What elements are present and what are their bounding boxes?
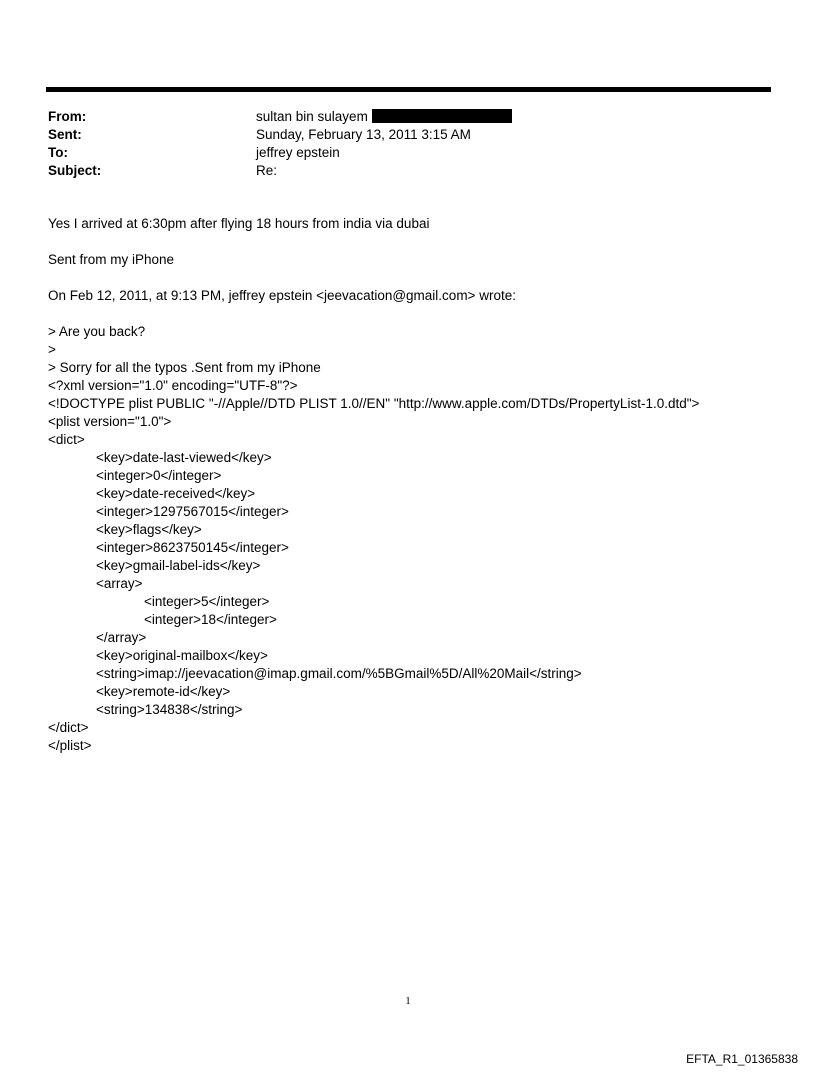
xml-line: <string>imap://jeevacation@imap.gmail.com/%5BGmail%5D/All%20Mail</string> — [96, 666, 582, 681]
subject-value: Re: — [256, 163, 278, 178]
signature-text: Sent from my iPhone — [48, 252, 175, 267]
xml-line: <integer>5</integer> — [144, 594, 270, 609]
xml-line: <integer>18</integer> — [144, 612, 277, 627]
to-row — [48, 144, 512, 162]
subject-label: Subject: — [48, 163, 102, 178]
xml-line: <integer>0</integer> — [96, 468, 222, 483]
header-rule — [46, 87, 771, 92]
to-label: To: — [48, 145, 68, 160]
xml-line: <key>date-received</key> — [96, 486, 256, 501]
from-row — [48, 108, 512, 126]
email-body — [48, 215, 768, 755]
xml-line: <?xml version="1.0" encoding="UTF-8"?> — [48, 378, 298, 393]
xml-line: <!DOCTYPE plist PUBLIC "-//Apple//DTD PLIST 1.0//EN" "http://www.apple.com/DTDs/PropertyList-1.0.dtd"> — [48, 396, 700, 411]
email-header — [48, 108, 512, 180]
sent-value: Sunday, February 13, 2011 3:15 AM — [256, 127, 471, 142]
page-number: 1 — [405, 995, 411, 1007]
from-value — [256, 108, 512, 126]
quote-intro: On Feb 12, 2011, at 9:13 PM, jeffrey epstein <jeevacation@gmail.com> wrote: — [48, 288, 516, 303]
xml-line: <key>date-last-viewed</key> — [96, 450, 272, 465]
xml-line: <dict> — [48, 432, 85, 447]
xml-line: <array> — [96, 576, 143, 591]
quoted-line: > Are you back? — [48, 324, 146, 339]
xml-line: <key>remote-id</key> — [96, 684, 231, 699]
xml-line: <integer>8623750145</integer> — [96, 540, 289, 555]
subject-row — [48, 162, 512, 180]
sent-row — [48, 126, 512, 144]
quoted-line: > Sorry for all the typos .Sent from my iPhone — [48, 360, 321, 375]
xml-line: <key>flags</key> — [96, 522, 202, 537]
xml-line: <key>gmail-label-ids</key> — [96, 558, 261, 573]
from-label: From: — [48, 109, 87, 124]
quoted-line: > — [48, 342, 56, 357]
xml-line: <key>original-mailbox</key> — [96, 648, 268, 663]
xml-line: <integer>1297567015</integer> — [96, 504, 289, 519]
document-id: EFTA_R1_01365838 — [686, 1052, 798, 1066]
sent-label: Sent: — [48, 127, 82, 142]
xml-line: <string>134838</string> — [96, 702, 243, 717]
xml-line: </plist> — [48, 738, 92, 753]
xml-line: </dict> — [48, 720, 89, 735]
redaction-bar — [372, 109, 512, 123]
xml-line: </array> — [96, 630, 147, 645]
to-value: jeffrey epstein — [256, 145, 340, 160]
reply-text: Yes I arrived at 6:30pm after flying 18 hours from india via dubai — [48, 216, 430, 231]
from-name: sultan bin sulayem — [256, 109, 368, 124]
xml-line: <plist version="1.0"> — [48, 414, 172, 429]
